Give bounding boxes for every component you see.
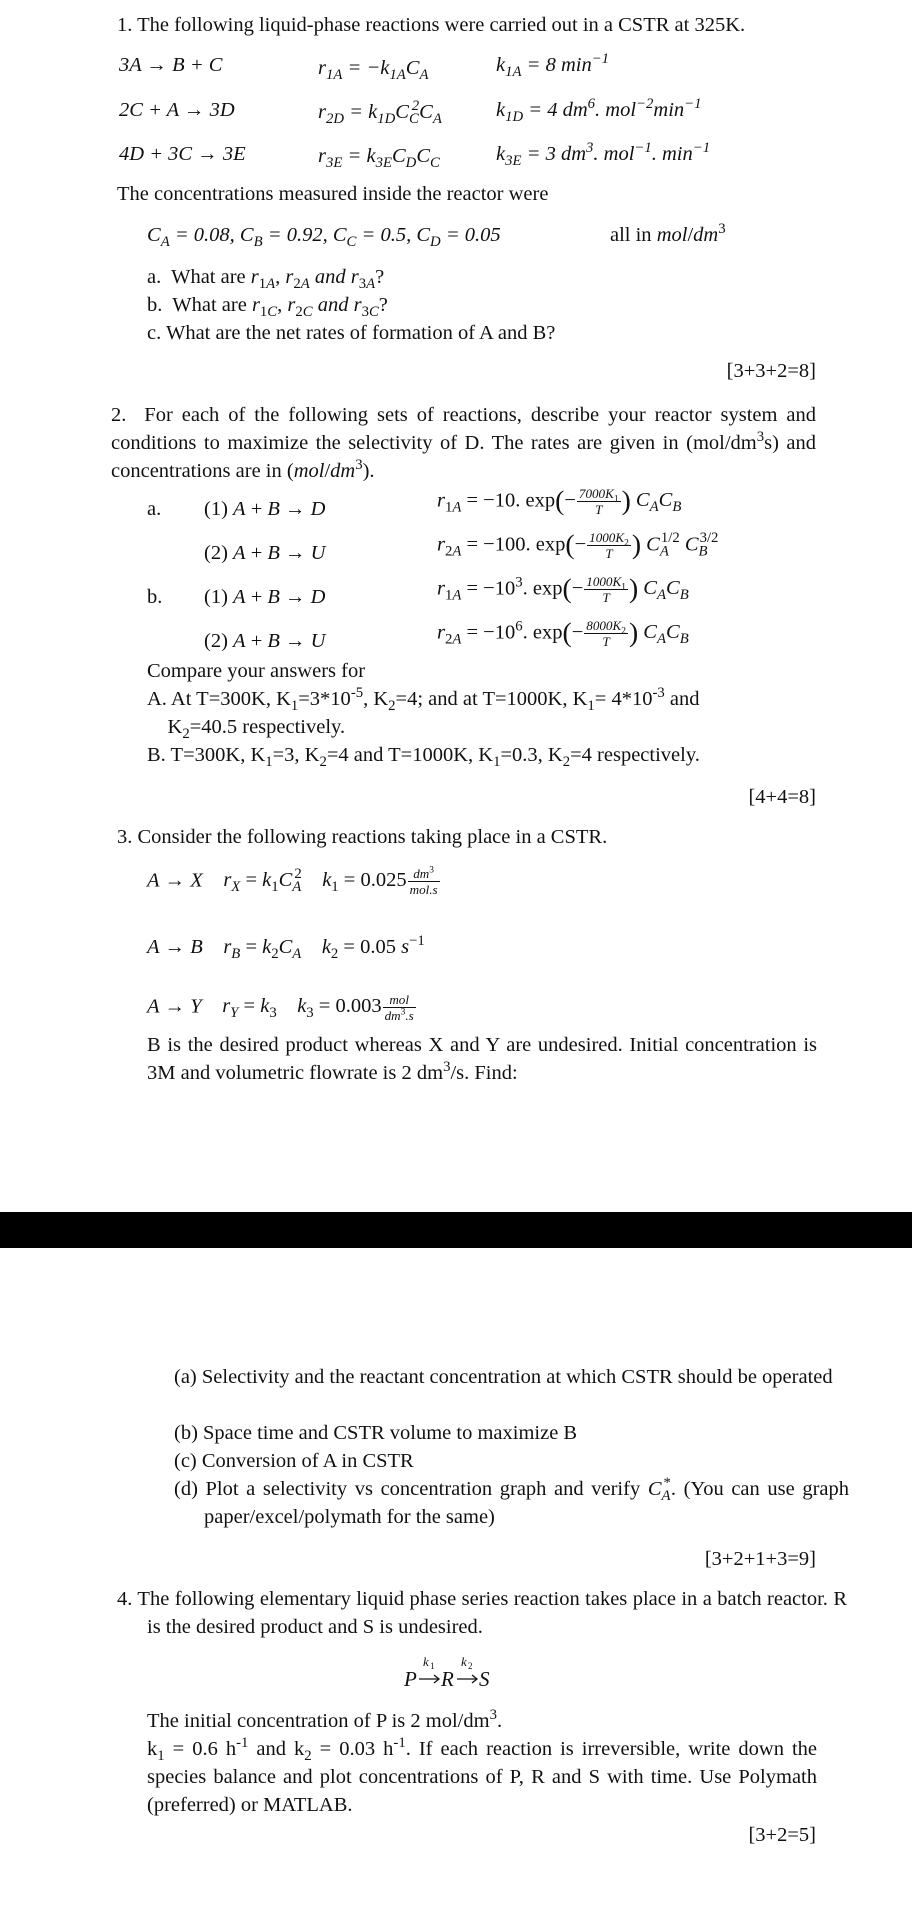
q3-part-d: (d) Plot a selectivity vs concentration graph and verify $C_A^*$. (You can use graph paper/excel/polymath for the same)	[174, 1475, 849, 1528]
q1-reaction-3-eq: 4D + 3C → 3E	[119, 143, 246, 165]
q2-set-a-label: a.	[147, 498, 162, 520]
q2-case-a: A. At T=300K, $K_1=3*10^{-5}$, $K_2=4$; and at T=1000K, $K_1= 4*10^{-3}$ and $K_2=40.5$ respectively.	[147, 685, 700, 742]
q2-case-b: B. T=300K, $K_1=3$, $K_2=4$ and T=1000K, $K_1=0.3$, $K_2=4$ respectively.	[147, 744, 700, 771]
q2-set-a-reaction-2-eq: (2) A + B → U	[204, 542, 326, 564]
q1-concentrations: $C_A = 0.08$, $C_B = 0.92$, $C_C = 0.5$, $C_D = 0.05$	[147, 224, 501, 251]
q3-reaction-3: A → Y $r_Y = k_3$ $k_3 = 0.003$ $\frac{\text{mol}}{dm^3.s}$	[147, 992, 417, 1023]
svg-text:P: P	[404, 1667, 417, 1691]
q2-set-a-reaction-1-eq: (1) A + B → D	[204, 498, 326, 520]
q3-reaction-1-rate: $r_X = k_1C_A^2$	[223, 866, 302, 896]
svg-text:2: 2	[468, 1661, 473, 1671]
q1-intro: 1. The following liquid-phase reactions were carried out in a CSTR at 325K.	[117, 14, 746, 36]
q4-initial: The initial concentration of P is 2 mol/$dm^3$.	[147, 1707, 503, 1732]
q2-compare-text: Compare your answers for	[147, 660, 366, 682]
q1-reaction-2-eq: 2C + A → 3D	[119, 99, 235, 121]
q2-marks: [4+4=8]	[748, 786, 816, 808]
q2-set-b-reaction-2-rate: $r_{2A} = -10^6$. exp(− $\frac{8000K_2}{T}$ ) $C_AC_B$	[437, 616, 689, 650]
q1-measured-text: The concentrations measured inside the reactor were	[117, 183, 549, 205]
q2-set-a-reaction-1-rate: $r_{1A} = -10$. exp(− $\frac{7000K_1}{T}$ ) $C_AC_B$	[437, 484, 682, 518]
q1-reaction-1-k: $k_{1A} = 8$ $\min^{-1}$	[496, 51, 610, 81]
q3-part-b: (b) Space time and CSTR volume to maximize B	[174, 1422, 578, 1444]
q4-intro: 4. The following elementary liquid phase series reaction takes place in a batch reactor. R is the desired product and S is undesired.	[117, 1588, 847, 1638]
q3-reaction-2-k: $k_2 = 0.05$ $s^{-1}$	[321, 933, 425, 963]
q2-set-a-reaction-2-rate: $r_{2A} = -100$. exp(− $\frac{1000K_2}{T}$ ) $C_A^{1/2}$ $C_B^{3/2}$	[437, 528, 719, 562]
q1-part-a: a. What are $r_{1A}$, $r_{2A}$ and $r_{3A}$?	[147, 266, 385, 293]
q4-body: $k_1 = 0.6$ $h^{-1}$ and $k_2 = 0.03$ $h^{-1}$. If each reaction is irreversible, write down the species balance and plot concentrations of P, R and S with time. Use Polymath (preferred) or MATLAB.	[147, 1735, 818, 1816]
q3-description: B is the desired product whereas X and Y are undesired. Initial concentration is 3M and volumetric flowrate is 2 $dm^3/s$. Find:	[147, 1034, 817, 1084]
q1-marks: [3+3+2=8]	[726, 360, 816, 382]
q1-reaction-1-eq: 3A → B + C	[119, 54, 223, 76]
q3-reaction-1-k: $k_1 = 0.025$ $\frac{dm^3}{\text{mol.s}}$	[322, 865, 438, 898]
q3-part-c: (c) Conversion of A in CSTR	[174, 1450, 414, 1472]
q4-scheme	[404, 1654, 504, 1703]
q3-part-a: (a) Selectivity and the reactant concentration at which CSTR should be operated	[174, 1366, 833, 1388]
q2-set-b-reaction-1-rate: $r_{1A} = -10^3$. exp(− $\frac{1000K_1}{T}$ ) $C_AC_B$	[437, 572, 689, 606]
q3-reaction-3-rate: $r_Y = k_3$	[222, 995, 277, 1022]
q3-reaction-2-rate: $r_B = k_2C_A$	[223, 936, 302, 963]
q3-reaction-2: A → B $r_B = k_2C_A$ $k_2 = 0.05$ $s^{-1}$	[147, 933, 425, 963]
q3-reaction-1: A → X $r_X = k_1C_A^2$ $k_1 = 0.025$ $\frac{dm^3}{\text{mol.s}}$	[147, 866, 441, 897]
svg-text:R: R	[441, 1667, 454, 1691]
q1-units-label: all in mol/$dm^3$	[610, 221, 726, 246]
q1-part-b: b. What are $r_{1C}$, $r_{2C}$ and $r_{3C}$?	[147, 294, 388, 321]
q3-reaction-3-k: $k_3 = 0.003$ $\frac{\text{mol}}{dm^3.s}$	[297, 992, 414, 1024]
q1-reaction-3-rate: $r_{3E} = k_{3E}C_DC_C$	[318, 145, 440, 172]
q3-intro: 3. Consider the following reactions taking place in a CSTR.	[117, 826, 608, 848]
q1-reaction-2-k: $k_{1D} = 4$ $dm^6$. $mol^{-2}\min^{-1}$	[496, 96, 702, 126]
series-reaction-scheme	[404, 1654, 504, 1694]
black-redaction-band	[0, 1212, 912, 1248]
q2-set-b-reaction-2-eq: (2) A + B → U	[204, 630, 326, 652]
q4-marks: [3+2=5]	[748, 1824, 816, 1846]
q1-reaction-3-k: $k_{3E} = 3$ $dm^3$. mol$^{-1}$. $\min^{-1}$	[496, 140, 711, 170]
q1-reaction-1-rate: $r_{1A} = -k_{1A}C_A$	[318, 57, 429, 84]
svg-text:k: k	[423, 1654, 429, 1669]
svg-text:k: k	[461, 1654, 467, 1669]
q2-intro: 2. For each of the following sets of reactions, describe your reactor system and conditions to maximize the selectivity of D. The rates are given in $(mol/dm^3s)$ and concentrations are in $(mol/dm^3)$.	[111, 404, 817, 482]
q2-set-b-reaction-1-eq: (1) A + B → D	[204, 586, 326, 608]
q3-marks: [3+2+1+3=9]	[704, 1548, 816, 1570]
svg-text:1: 1	[430, 1661, 435, 1671]
svg-text:S: S	[479, 1667, 490, 1691]
q1-reaction-2-rate: $r_{2D} = k_{1D}C_C^2C_A$	[318, 98, 442, 128]
q1-part-c: c. What are the net rates of formation of A and B?	[147, 322, 556, 344]
q2-set-b-label: b.	[147, 586, 163, 608]
